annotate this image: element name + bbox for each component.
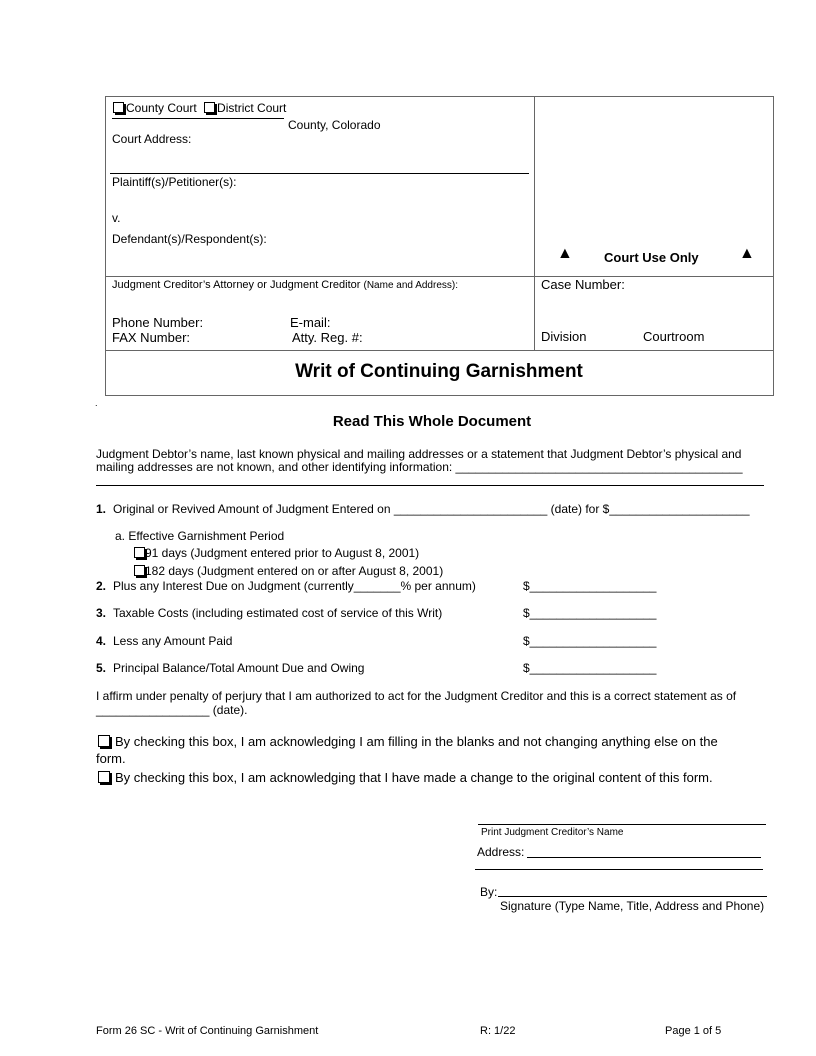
caption-box (105, 96, 774, 396)
item1-text: Original or Revived Amount of Judgment Entered on _______________________ (date) for $_____________________ (113, 502, 750, 516)
court-type-options (113, 101, 286, 115)
debtor-info-blank[interactable] (96, 485, 764, 486)
item2-amount[interactable]: $___________________ (523, 579, 657, 593)
item4-text: Less any Amount Paid (113, 634, 233, 648)
county-name-blank[interactable] (112, 118, 284, 119)
up-arrow-icon: ▲ (739, 245, 755, 262)
option-91-days (134, 546, 419, 560)
county-court-checkbox[interactable] (113, 102, 124, 113)
acknowledge-change-text: By checking this box, I am acknowledging that I have made a change to the original content of this form. (115, 770, 713, 785)
district-court-label: District Court (217, 101, 287, 115)
option-182-days-checkbox[interactable] (134, 565, 145, 576)
option-91-days-checkbox[interactable] (134, 547, 145, 558)
case-number-label: Case Number: (541, 277, 625, 292)
affirm-line1: I affirm under penalty of perjury that I am authorized to act for the Judgment Creditor and this is a correct statement as of (96, 689, 737, 703)
stray-dot: . (95, 398, 98, 408)
item3-amount[interactable]: $___________________ (523, 606, 657, 620)
acknowledge-change (98, 770, 713, 785)
footer-page-number: Page 1 of 5 (665, 1025, 722, 1037)
courtroom-label: Courtroom (643, 329, 705, 344)
up-arrow-icon: ▲ (557, 245, 573, 262)
division-label: Division (541, 329, 587, 344)
attorney-label (112, 279, 458, 291)
debtor-info-line1: Judgment Debtor’s name, last known physical and mailing addresses or a statement that Judgment Debtor’s physical and (96, 447, 742, 461)
address-line-2[interactable] (475, 869, 763, 870)
item4-number: 4. (96, 634, 107, 648)
fax-label: FAX Number: (112, 330, 191, 345)
court-address-label: Court Address: (112, 132, 192, 146)
caption-divider-2 (105, 350, 774, 351)
acknowledge-no-change-text: By checking this box, I am acknowledging I am filling in the blanks and not changing anything else on the (115, 734, 718, 749)
item3-number: 3. (96, 606, 107, 620)
plaintiffs-label: Plaintiff(s)/Petitioner(s): (112, 175, 237, 189)
attorney-label-main: Judgment Creditor’s Attorney or Judgment Creditor (112, 279, 361, 291)
item1-number: 1. (96, 502, 107, 516)
acknowledge-change-checkbox[interactable] (98, 771, 110, 783)
option-182-days-label: 182 days (Judgment entered on or after August 8, 2001) (145, 564, 444, 578)
footer-form-id: Form 26 SC - Writ of Continuing Garnishment (96, 1025, 319, 1037)
item1a-label: a. Effective Garnishment Period (115, 529, 285, 543)
option-182-days (134, 564, 443, 578)
phone-label: Phone Number: (112, 315, 204, 330)
county-court-label: County Court (126, 101, 197, 115)
item5-number: 5. (96, 661, 107, 675)
email-label: E-mail: (290, 315, 331, 330)
acknowledge-no-change-line2: form. (96, 751, 126, 766)
signature-label: Signature (Type Name, Title, Address and Phone) (500, 899, 765, 913)
court-use-only-label: Court Use Only (604, 250, 699, 265)
item2-text: Plus any Interest Due on Judgment (currently_______% per annum) (113, 579, 476, 593)
district-court-checkbox[interactable] (204, 102, 215, 113)
item3-text: Taxable Costs (including estimated cost of service of this Writ) (113, 606, 443, 620)
signature-line[interactable] (498, 896, 767, 897)
caption-divider-1 (105, 276, 774, 277)
item4-amount[interactable]: $___________________ (523, 634, 657, 648)
county-colorado-label: County, Colorado (288, 118, 381, 132)
item2-number: 2. (96, 579, 107, 593)
versus-label: v. (112, 211, 121, 225)
acknowledge-no-change (98, 734, 718, 749)
acknowledge-no-change-checkbox[interactable] (98, 735, 110, 747)
caption-divider-vertical (534, 96, 535, 351)
footer-revision: R: 1/22 (480, 1025, 516, 1037)
address-line-1[interactable] (527, 857, 761, 858)
item5-text: Principal Balance/Total Amount Due and Owing (113, 661, 365, 675)
affirm-line2: _________________ (date). (96, 703, 248, 717)
print-name-label: Print Judgment Creditor’s Name (481, 827, 624, 838)
court-address-line[interactable] (110, 173, 529, 174)
attorney-label-sub: (Name and Address): (363, 280, 458, 291)
address-label: Address: (477, 845, 525, 859)
atty-reg-label: Atty. Reg. #: (292, 330, 363, 345)
form-title: Writ of Continuing Garnishment (295, 361, 583, 382)
read-document-heading: Read This Whole Document (332, 413, 532, 430)
by-label: By: (480, 885, 498, 899)
defendants-label: Defendant(s)/Respondent(s): (112, 232, 267, 246)
option-91-days-label: 91 days (Judgment entered prior to August 8, 2001) (145, 546, 420, 560)
item5-amount[interactable]: $___________________ (523, 661, 657, 675)
creditor-name-line[interactable] (478, 824, 766, 825)
debtor-info-line2: mailing addresses are not known, and other identifying information: ___________________________________________ (96, 460, 743, 474)
